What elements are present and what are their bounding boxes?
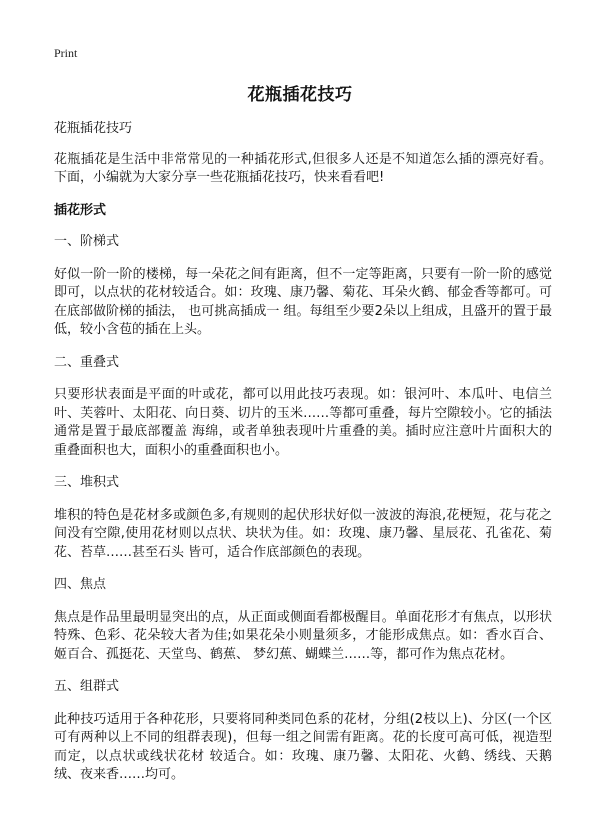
article-subtitle: 花瓶插花技巧: [54, 121, 133, 136]
subsection-heading-3: 三、堆积式: [54, 475, 120, 490]
section-heading: 插花形式: [54, 202, 107, 218]
print-link[interactable]: Print: [54, 46, 78, 60]
subsection-body-4: 焦点是作品里最明显突出的点，从正面或侧面看都极醒目。单面花形才有焦点，以形状特殊、色彩、花朵较大者为佳;如果花朵小则量须多，才能形成焦点。如：香水百合、姬百合、孤挺花、天堂鸟、鹤蕉、 梦幻蕉、蝴蝶兰……等，都可作为焦点花材。: [54, 609, 552, 662]
intro-paragraph: 花瓶插花是生活中非常常见的一种插花形式,但很多人还是不知道怎么插的漂亮好看。下面，小编就为大家分享一些花瓶插花技巧，快来看看吧!: [54, 151, 552, 185]
article-content: [54, 120, 552, 799]
subsection-body-3: 堆积的特色是花材多或颜色多,有规则的起伏形状好似一波波的海浪,花梗短，花与花之间没有空隙,使用花材则以点状、块状为佳。如：玫瑰、康乃馨、星辰花、孔雀花、菊花、苔草……甚至石头 皆可，适合作底部颜色的表现。: [54, 507, 552, 560]
subsection-body-1: 好似一阶一阶的楼梯，每一朵花之间有距离，但不一定等距离，只要有一阶一阶的感觉即可，以点状的花材较适合。如：玫瑰、康乃馨、菊花、耳朵火鹤、郁金香等都可。可在底部做阶梯的插法， 也可挑高插成一 组。每组至少要2朵以上组成，且盛开的置于最低，较小含苞的插在上头。: [54, 266, 552, 337]
subsection-body-2: 只要形状表面是平面的叶或花，都可以用此技巧表现。如：银河叶、本瓜叶、电信兰叶、芙蓉叶、太阳花、向日葵、切片的玉米……等都可重叠，每片空隙较小。它的插法通常是置于最底部覆盖 海绵，或者单独表现叶片重叠的美。插时应注意叶片面积大的重叠面积也大，面积小的重叠面积也小。: [54, 387, 552, 458]
subsection-heading-2: 二、重叠式: [54, 354, 120, 370]
subsection-heading-1: 一、阶梯式: [54, 234, 120, 249]
page-title: 花瓶插花技巧: [247, 85, 353, 105]
subsection-heading-5: 五、组群式: [54, 679, 120, 694]
subsection-heading-4: 四、焦点: [54, 577, 107, 592]
subsection-body-5: 此种技巧适用于各种花形，只要将同种类同色系的花材，分组(2枝以上)、分区(一个区可有两种以上不同的组群表现)，但每一组之间需有距离。花的长度可高可低，视造型而定，以点状或线状花材 较适合。如：玫瑰、康乃馨、太阳花、火鹤、绣线、天鹅绒、夜来香……均可。: [54, 711, 552, 782]
